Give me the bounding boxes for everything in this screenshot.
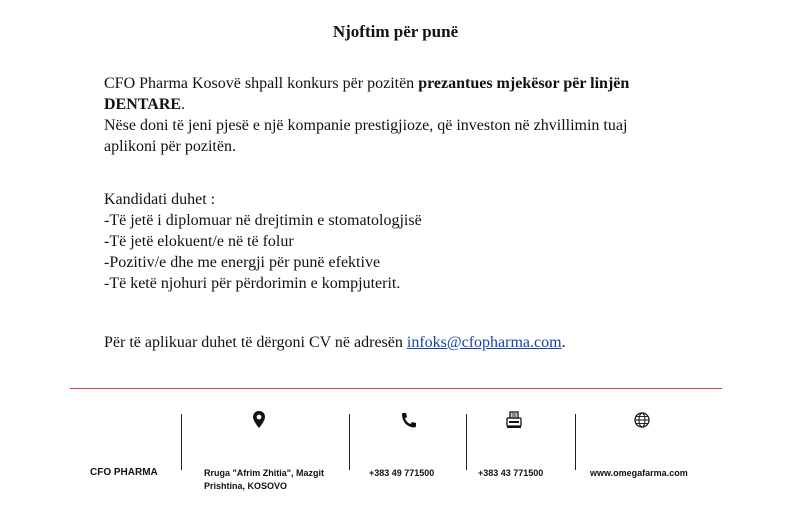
address-line-1: Rruga "Afrim Zhitia", Mazgit (204, 468, 325, 478)
map-pin-icon (250, 410, 268, 430)
footer-separator (349, 414, 350, 470)
email-link[interactable]: infoks@cfopharma.com (406, 334, 562, 351)
page-title: Njoftim për punë (332, 22, 459, 41)
footer-separator (575, 414, 576, 470)
fax-icon (505, 410, 523, 430)
requirement-item: -Të jetë i diplomuar në drejtimin e stomatologjisë (104, 212, 422, 229)
requirements-heading: Kandidati duhet : (104, 191, 216, 208)
requirement-item: -Të ketë njohuri për përdorimin e kompjuterit. (104, 275, 401, 292)
footer-website[interactable]: www.omegafarma.com (590, 468, 688, 478)
requirement-item: -Të jetë elokuent/e në të folur (104, 233, 294, 250)
footer-phone: +383 49 771500 (369, 468, 435, 478)
footer-divider (70, 388, 722, 389)
intro-line-3: Nëse doni të jeni pjesë e një kompanie prestigjioze, që investon në zhvillimin tuaj (104, 117, 628, 134)
requirement-item: -Pozitiv/e dhe me energji për punë efektive (104, 254, 381, 271)
footer-company: CFO PHARMA (90, 467, 158, 478)
footer-address (204, 467, 324, 493)
intro-text: CFO Pharma Kosovë shpall konkurs për pozitën (104, 75, 419, 92)
intro-paragraph (104, 73, 744, 157)
apply-text: Për të aplikuar duhet të dërgoni CV në adresën (104, 334, 407, 351)
phone-icon (399, 410, 417, 430)
apply-paragraph (104, 332, 744, 353)
address-line-2: Prishtina, KOSOVO (204, 481, 288, 491)
footer-separator (181, 414, 182, 470)
position-name: prezantues mjekësor për linjën (418, 75, 630, 92)
apply-dot: . (561, 334, 566, 351)
footer-separator (466, 414, 467, 470)
globe-icon (633, 410, 651, 430)
intro-line-4: aplikoni për pozitën. (104, 138, 236, 155)
position-line: DENTARE (104, 96, 182, 113)
intro-dot: . (181, 96, 186, 113)
footer-fax: +383 43 771500 (478, 468, 544, 478)
requirements-list (104, 189, 744, 294)
